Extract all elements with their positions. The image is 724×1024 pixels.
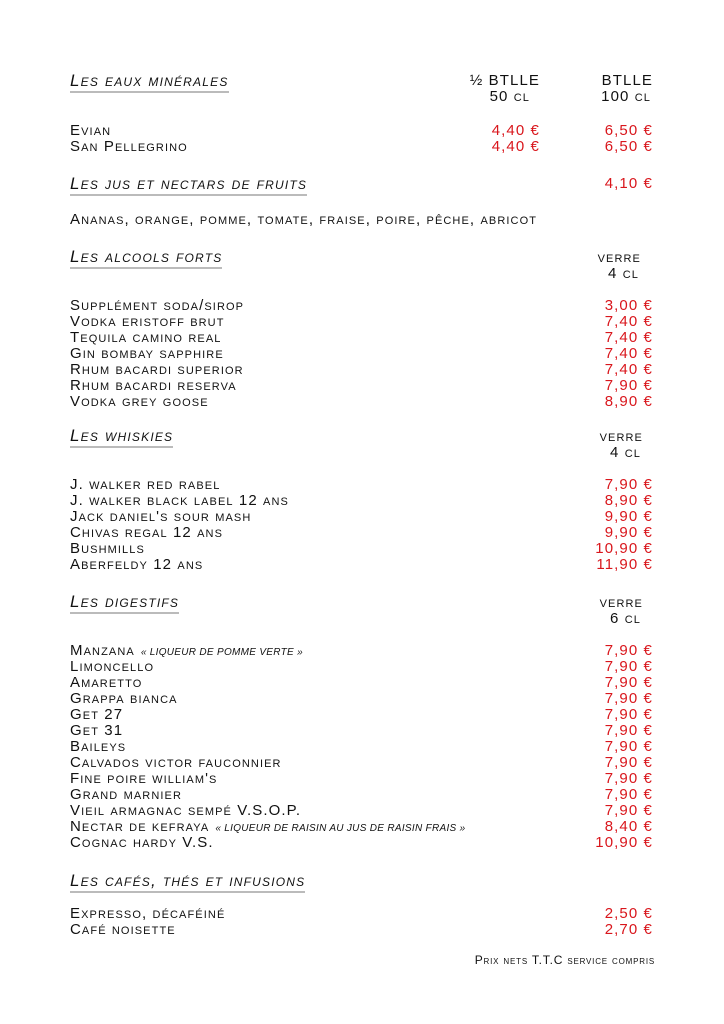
column-header: ½ BTLLE [469, 72, 540, 89]
column-header: verre [599, 428, 643, 445]
item-price-half: 4,40 € [491, 122, 540, 139]
item-price: 7,90 € [604, 722, 653, 739]
menu-item [70, 394, 653, 410]
column-header: verre [597, 249, 641, 266]
item-price: 9,90 € [604, 524, 653, 541]
item-price: 10,90 € [595, 540, 653, 557]
menu-item [70, 557, 653, 573]
column-header: verre [599, 594, 643, 611]
item-name: Café noisette [70, 921, 176, 938]
item-name: Cognac hardy V.S. [70, 834, 214, 851]
item-price: 10,90 € [595, 834, 653, 851]
item-price: 7,90 € [604, 377, 653, 394]
item-price: 7,90 € [604, 770, 653, 787]
item-name: Grappa bianca [70, 690, 178, 707]
section-price: 4,10 € [604, 175, 653, 192]
column-header: BTLLE [601, 72, 653, 89]
item-name: Jack daniel's sour mash [70, 508, 252, 525]
item-price: 2,50 € [604, 905, 653, 922]
item-price: 7,90 € [604, 786, 653, 803]
item-price: 7,40 € [604, 345, 653, 362]
item-name: Fine poire william's [70, 770, 218, 787]
item-name: Aberfeldy 12 ans [70, 556, 204, 573]
menu-item [70, 477, 653, 493]
menu-item [70, 675, 653, 691]
item-price: 7,40 € [604, 313, 653, 330]
menu-item [70, 493, 653, 509]
item-name: Get 27 [70, 706, 124, 723]
item-name: Baileys [70, 738, 127, 755]
item-name: Tequila camino real [70, 329, 222, 346]
item-name: Vodka grey goose [70, 393, 209, 410]
item-name: Rhum bacardi reserva [70, 377, 237, 394]
section-title: Les digestifs [70, 593, 179, 614]
item-name: Gin bombay sapphire [70, 345, 224, 362]
menu-item [70, 691, 653, 707]
menu-item [70, 123, 653, 139]
section-title: Les eaux minérales [70, 72, 229, 93]
item-price: 7,90 € [604, 754, 653, 771]
item-price: 11,90 € [596, 556, 653, 573]
item-name: J. walker black label 12 ans [70, 492, 289, 509]
item-price: 2,70 € [604, 921, 653, 938]
menu-item [70, 771, 653, 787]
item-name: Calvados victor fauconnier [70, 754, 282, 771]
menu-item [70, 346, 653, 362]
item-price: 7,40 € [604, 361, 653, 378]
menu-item [70, 643, 653, 659]
item-note: « LIQUEUR DE POMME VERTE » [140, 647, 303, 658]
menu-item [70, 819, 653, 835]
menu-item [70, 541, 653, 557]
item-price: 8,90 € [604, 492, 653, 509]
item-name: Nectar de kefraya [70, 818, 210, 835]
menu-item [70, 659, 653, 675]
menu-item [70, 922, 653, 938]
section-title: Les whiskies [70, 427, 173, 448]
menu-item [70, 314, 653, 330]
column-volume: 50 cl [489, 88, 530, 105]
item-name: Limoncello [70, 658, 155, 675]
item-price-half: 4,40 € [491, 138, 540, 155]
section-title: Les jus et nectars de fruits [70, 175, 307, 196]
item-price: 8,90 € [604, 393, 653, 410]
item-price: 7,90 € [604, 674, 653, 691]
menu-item [70, 139, 653, 155]
column-volume: 4 cl [608, 265, 639, 282]
menu-item [70, 707, 653, 723]
item-price: 7,90 € [604, 738, 653, 755]
menu-item [70, 525, 653, 541]
section-title: Les cafés, thés et infusions [70, 872, 305, 893]
item-name: Supplément soda/sirop [70, 297, 245, 314]
menu-item [70, 835, 653, 851]
menu-item [70, 509, 653, 525]
item-name: Vodka eristoff brut [70, 313, 225, 330]
menu-item [70, 330, 653, 346]
menu-item [70, 755, 653, 771]
section-title: Les alcools forts [70, 248, 222, 269]
item-price: 7,40 € [604, 329, 653, 346]
menu-item [70, 906, 653, 922]
price-note: Prix nets T.T.C service compris [474, 953, 655, 967]
item-name: Expresso, décaféiné [70, 905, 226, 922]
menu-item [70, 298, 653, 314]
item-price: 7,90 € [604, 476, 653, 493]
item-price: 7,90 € [604, 802, 653, 819]
item-name: Rhum bacardi superior [70, 361, 244, 378]
item-name: Grand marnier [70, 786, 183, 803]
item-name: Get 31 [70, 722, 124, 739]
menu-item [70, 723, 653, 739]
section-description: Ananas, orange, pomme, tomate, fraise, poire, pêche, abricot [70, 211, 538, 228]
item-price: 6,50 € [604, 122, 653, 139]
menu-item [70, 739, 653, 755]
item-price: 6,50 € [604, 138, 653, 155]
item-price: 3,00 € [604, 297, 653, 314]
column-volume: 100 cl [601, 88, 651, 105]
column-volume: 4 cl [610, 444, 641, 461]
menu-item [70, 803, 653, 819]
column-volume: 6 cl [610, 610, 641, 627]
item-price: 8,40 € [604, 818, 653, 835]
item-price: 7,90 € [604, 658, 653, 675]
item-name: Vieil armagnac sempé V.S.O.P. [70, 802, 302, 819]
item-price: 7,90 € [604, 706, 653, 723]
menu-item [70, 378, 653, 394]
item-name: Manzana [70, 642, 135, 659]
item-name: Amaretto [70, 674, 143, 691]
item-note: « LIQUEUR DE RAISIN AU JUS DE RAISIN FRAIS » [215, 823, 466, 834]
item-name: San Pellegrino [70, 138, 188, 155]
item-name: Chivas regal 12 ans [70, 524, 224, 541]
menu-item [70, 787, 653, 803]
item-name: Evian [70, 122, 112, 139]
item-price: 9,90 € [604, 508, 653, 525]
item-name: J. walker red rabel [70, 476, 221, 493]
item-name: Bushmills [70, 540, 145, 557]
item-price: 7,90 € [604, 642, 653, 659]
menu-item [70, 362, 653, 378]
item-price: 7,90 € [604, 690, 653, 707]
